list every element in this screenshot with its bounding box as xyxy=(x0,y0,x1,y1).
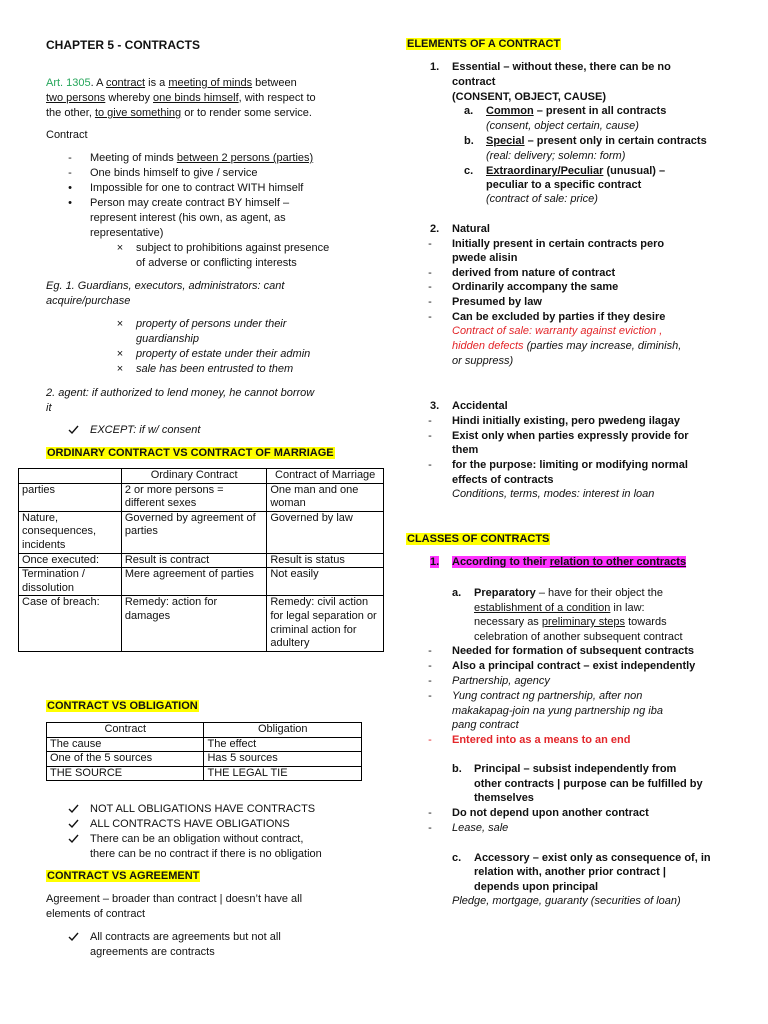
table1-cell: Case of breach: xyxy=(19,596,122,651)
dash-marker: - xyxy=(428,660,432,672)
dash-marker: - xyxy=(68,167,72,179)
cross-marker: × xyxy=(116,242,124,254)
cross-marker: × xyxy=(116,348,124,360)
table2-cell: The cause xyxy=(47,737,204,752)
table1-cell: Mere agreement of parties xyxy=(121,568,266,596)
checkmark-icon xyxy=(68,932,79,942)
table2-cell: THE SOURCE xyxy=(47,766,204,781)
dash-marker: - xyxy=(428,734,432,746)
header-ordinary-contract: Ordinary Contract xyxy=(121,469,266,484)
table1-cell: parties xyxy=(19,483,122,511)
table1-cell: One man and one woman xyxy=(267,483,384,511)
dash-marker: - xyxy=(428,238,432,250)
table-row xyxy=(19,553,384,568)
section-heading-classes: CLASSES OF CONTRACTS xyxy=(407,533,550,545)
table2-cell: The effect xyxy=(204,737,362,752)
table-row xyxy=(19,568,384,596)
dash-marker: - xyxy=(428,267,432,279)
page-title: CHAPTER 5 - CONTRACTS xyxy=(46,38,201,52)
table1-cell: Nature, consequences, incidents xyxy=(19,511,122,553)
header-contract-of-marriage: Contract of Marriage xyxy=(267,469,384,484)
header-obligation: Obligation xyxy=(204,723,362,738)
dash-marker: - xyxy=(428,675,432,687)
dash-marker: - xyxy=(428,690,432,702)
header-contract: Contract xyxy=(47,723,204,738)
cross-marker: × xyxy=(116,318,124,330)
section-heading-contract-vs-obligation: CONTRACT VS OBLIGATION xyxy=(47,700,198,712)
checkmark-icon xyxy=(68,425,79,435)
table-row xyxy=(47,752,362,767)
table-row xyxy=(19,596,384,651)
checkmark-icon xyxy=(68,819,79,829)
table1-cell: 2 or more persons = different sexes xyxy=(121,483,266,511)
table-row xyxy=(19,511,384,553)
checkmark-icon xyxy=(68,834,79,844)
table1-cell: Not easily xyxy=(267,568,384,596)
contract-heading: Contract xyxy=(46,129,88,141)
table1-cell: Result is status xyxy=(267,553,384,568)
contract-vs-obligation-table xyxy=(46,722,362,781)
table2-cell: THE LEGAL TIE xyxy=(204,766,362,781)
table-row xyxy=(47,766,362,781)
dash-marker: - xyxy=(428,296,432,308)
ordinary-vs-marriage-table xyxy=(18,468,384,652)
table1-cell: Governed by agreement of parties xyxy=(121,511,266,553)
dash-marker: - xyxy=(428,430,432,442)
article-ref: Art. 1305 xyxy=(46,77,91,89)
table-row xyxy=(19,483,384,511)
table-header-row xyxy=(47,723,362,738)
table1-cell: Termination / dissolution xyxy=(19,568,122,596)
dash-marker: - xyxy=(428,281,432,293)
table1-cell: Governed by law xyxy=(267,511,384,553)
dash-marker: - xyxy=(428,311,432,323)
dash-marker: - xyxy=(428,645,432,657)
table1-cell: Once executed: xyxy=(19,553,122,568)
section-heading-contract-vs-agreement: CONTRACT VS AGREEMENT xyxy=(47,870,200,882)
table-row xyxy=(47,737,362,752)
checkmark-icon xyxy=(68,804,79,814)
cross-marker: × xyxy=(116,363,124,375)
dash-marker: - xyxy=(428,459,432,471)
bullet-marker: • xyxy=(68,197,72,209)
dash-marker: - xyxy=(68,152,72,164)
dash-marker: - xyxy=(428,415,432,427)
dash-marker: - xyxy=(428,822,432,834)
dash-marker: - xyxy=(428,807,432,819)
table2-cell: Has 5 sources xyxy=(204,752,362,767)
table2-cell: One of the 5 sources xyxy=(47,752,204,767)
table1-cell: Remedy: civil action for legal separation or criminal action for adultery xyxy=(267,596,384,651)
section-heading-ordinary-vs-marriage: ORDINARY CONTRACT VS CONTRACT OF MARRIAGE xyxy=(47,447,334,459)
table1-cell: Remedy: action for damages xyxy=(121,596,266,651)
section-heading-elements: ELEMENTS OF A CONTRACT xyxy=(407,38,561,50)
table-header-row xyxy=(19,469,384,484)
table1-cell: Result is contract xyxy=(121,553,266,568)
bullet-marker: • xyxy=(68,182,72,194)
header-blank xyxy=(19,469,122,484)
